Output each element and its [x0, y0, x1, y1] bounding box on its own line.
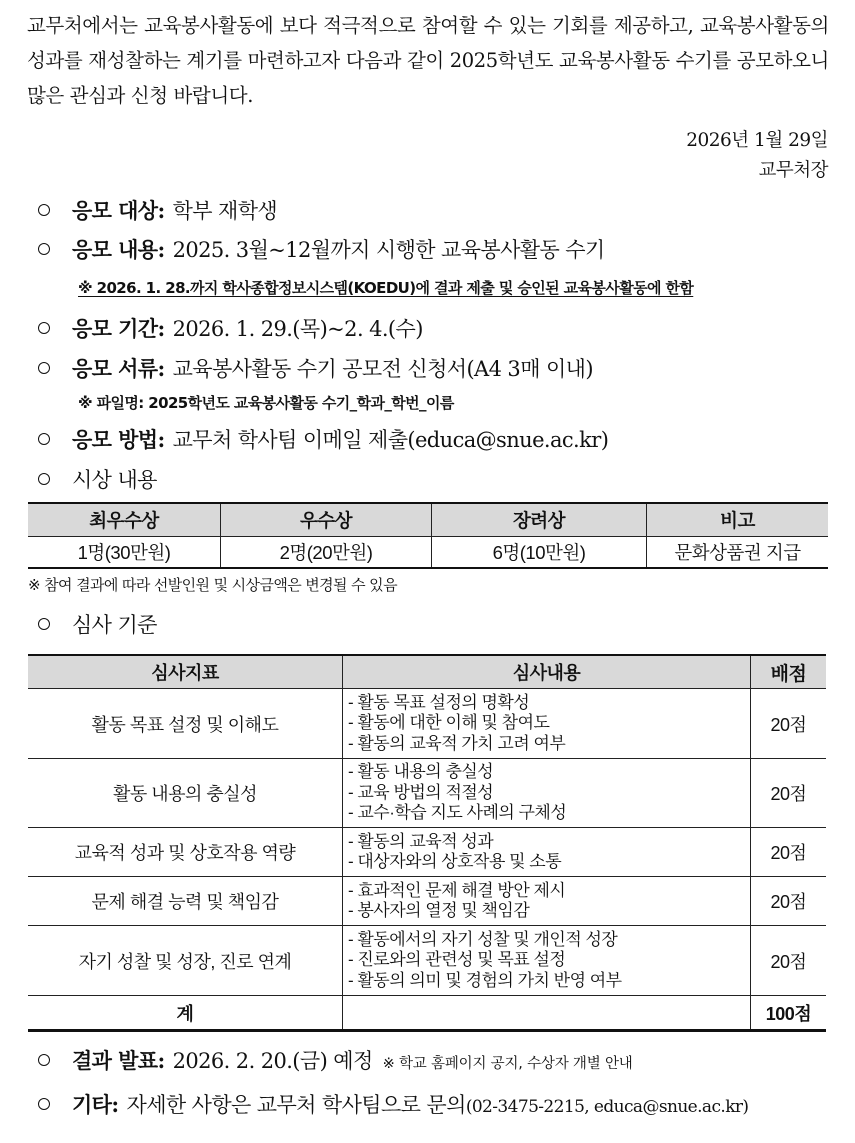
circle-bullet-icon: [38, 1054, 50, 1066]
section-awards-title: [38, 464, 157, 494]
content-note: ※ 2026. 1. 28.까지 학사종합정보시스템(KOEDU)에 결과 제출 및 승인된 교육봉사활동에 한함: [78, 279, 694, 297]
awards-cell: 1명(30만원): [28, 537, 221, 569]
criteria-detail-line: - 활동에 대한 이해 및 참여도: [348, 713, 550, 733]
intro-paragraph: 교무처에서는 교육봉사활동에 보다 적극적으로 참여할 수 있는 기회를 제공하고, 교육봉사활동의 성과를 재성찰하는 계기를 마련하고자 다음과 같이 2025학년도 교육봉사활동 수기를 공모하오니 많은 관심과 신청 바랍니다.: [27, 14, 829, 107]
item-label: 응모 대상:: [72, 198, 165, 223]
criteria-detail-line: - 활동 목표 설정의 명확성: [348, 692, 530, 712]
section-title: 심사 기준: [72, 613, 157, 637]
criteria-total-row: [28, 996, 826, 1031]
item-period: [38, 313, 423, 343]
notice-issuer: 교무처장: [758, 160, 828, 181]
awards-header-cell: 우수상: [221, 503, 432, 537]
criteria-details: [343, 759, 751, 828]
criteria-details: [343, 828, 751, 877]
item-label: 응모 기간:: [72, 316, 165, 341]
item-label: 응모 내용:: [72, 237, 165, 262]
awards-header-row: [28, 503, 828, 537]
criteria-indicator: 활동 목표 설정 및 이해도: [28, 689, 343, 759]
criteria-detail-line: - 활동의 의미 및 경험의 가치 반영 여부: [348, 970, 622, 990]
criteria-detail-line: - 활동의 교육적 성과: [348, 831, 494, 851]
criteria-indicator: 활동 내용의 충실성: [28, 759, 343, 828]
item-etc: [38, 1089, 748, 1119]
awards-table: [28, 502, 828, 569]
criteria-score: 20점: [751, 828, 827, 877]
criteria-indicator: 교육적 성과 및 상호작용 역량: [28, 828, 343, 877]
awards-note: ※ 참여 결과에 따라 선발인원 및 시상금액은 변경될 수 있음: [28, 576, 397, 594]
criteria-details: [343, 689, 751, 759]
circle-bullet-icon: [38, 433, 50, 445]
awards-header-cell: 장려상: [432, 503, 647, 537]
criteria-header-cell: 심사내용: [343, 655, 751, 689]
criteria-header-row: [28, 655, 826, 689]
awards-cell: 문화상품권 지급: [647, 537, 829, 569]
item-value: 2026. 1. 29.(목)~2. 4.(수): [172, 317, 423, 341]
criteria-score: 20점: [751, 689, 827, 759]
criteria-detail-line: - 활동에서의 자기 성찰 및 개인적 성장: [348, 929, 618, 949]
criteria-total-empty: [343, 996, 751, 1031]
criteria-row: [28, 926, 826, 996]
criteria-detail-line: - 교수·학습 지도 사례의 구체성: [348, 803, 567, 823]
criteria-detail-line: - 봉사자의 열정 및 책임감: [348, 901, 530, 920]
item-label: 응모 방법:: [72, 427, 165, 452]
criteria-detail-line: - 효과적인 문제 해결 방안 제시: [348, 880, 566, 900]
section-title: 시상 내용: [72, 468, 157, 492]
criteria-details: [343, 926, 751, 996]
awards-header-cell: 비고: [647, 503, 829, 537]
criteria-score: 20점: [751, 877, 827, 926]
criteria-score: 20점: [751, 759, 827, 828]
criteria-detail-line: - 활동의 교육적 가치 고려 여부: [348, 733, 566, 753]
criteria-table: [28, 654, 826, 1032]
item-value: 자세한 사항은 교무처 학사팀으로 문의: [126, 1093, 466, 1117]
item-value: 학부 재학생: [172, 199, 278, 223]
item-content: [38, 234, 605, 264]
criteria-indicator: 문제 해결 능력 및 책임감: [28, 877, 343, 926]
circle-bullet-icon: [38, 362, 50, 374]
criteria-header-cell: 배점: [751, 655, 827, 689]
awards-header-cell: 최우수상: [28, 503, 221, 537]
awards-row: [28, 537, 828, 569]
awards-cell: 6명(10만원): [432, 537, 647, 569]
item-result: [38, 1045, 633, 1075]
item-label: 결과 발표:: [72, 1048, 165, 1073]
criteria-detail-line: - 교육 방법의 적절성: [348, 782, 494, 802]
documents-filename-note: ※ 파일명: 2025학년도 교육봉사활동 수기_학과_학번_이름: [78, 394, 454, 412]
circle-bullet-icon: [38, 204, 50, 216]
criteria-detail-line: - 대상자와의 상호작용 및 소통: [348, 852, 562, 871]
criteria-row: [28, 759, 826, 828]
criteria-indicator: 자기 성찰 및 성장, 진로 연계: [28, 926, 343, 996]
circle-bullet-icon: [38, 473, 50, 485]
item-method: [38, 424, 608, 454]
item-documents: [38, 353, 593, 383]
circle-bullet-icon: [38, 322, 50, 334]
circle-bullet-icon: [38, 1098, 50, 1110]
criteria-row: [28, 689, 826, 759]
item-value: 교육봉사활동 수기 공모전 신청서(A4 3매 이내): [172, 357, 593, 381]
item-target: [38, 195, 277, 225]
etc-contact: (02-3475-2215, educa@snue.ac.kr): [465, 1097, 749, 1117]
result-note: ※ 학교 홈페이지 공지, 수상자 개별 안내: [382, 1056, 633, 1072]
criteria-details: [343, 877, 751, 926]
criteria-detail-line: - 진로와의 관련성 및 목표 설정: [348, 950, 566, 970]
section-criteria-title: [38, 609, 157, 639]
circle-bullet-icon: [38, 243, 50, 255]
criteria-total-score: 100점: [751, 996, 827, 1031]
awards-cell: 2명(20만원): [221, 537, 432, 569]
item-label: 응모 서류:: [72, 356, 165, 381]
criteria-total-label: 계: [28, 996, 343, 1031]
circle-bullet-icon: [38, 618, 50, 630]
notice-date: 2026년 1월 29일: [686, 130, 828, 151]
item-value: 2025. 3월~12월까지 시행한 교육봉사활동 수기: [172, 238, 605, 262]
criteria-detail-line: - 활동 내용의 충실성: [348, 762, 494, 782]
item-label: 기타:: [72, 1092, 119, 1117]
criteria-header-cell: 심사지표: [28, 655, 343, 689]
criteria-row: [28, 828, 826, 877]
item-value: 교무처 학사팀 이메일 제출(educa@snue.ac.kr): [172, 428, 609, 452]
criteria-score: 20점: [751, 926, 827, 996]
item-value: 2026. 2. 20.(금) 예정: [172, 1049, 373, 1073]
criteria-row: [28, 877, 826, 926]
